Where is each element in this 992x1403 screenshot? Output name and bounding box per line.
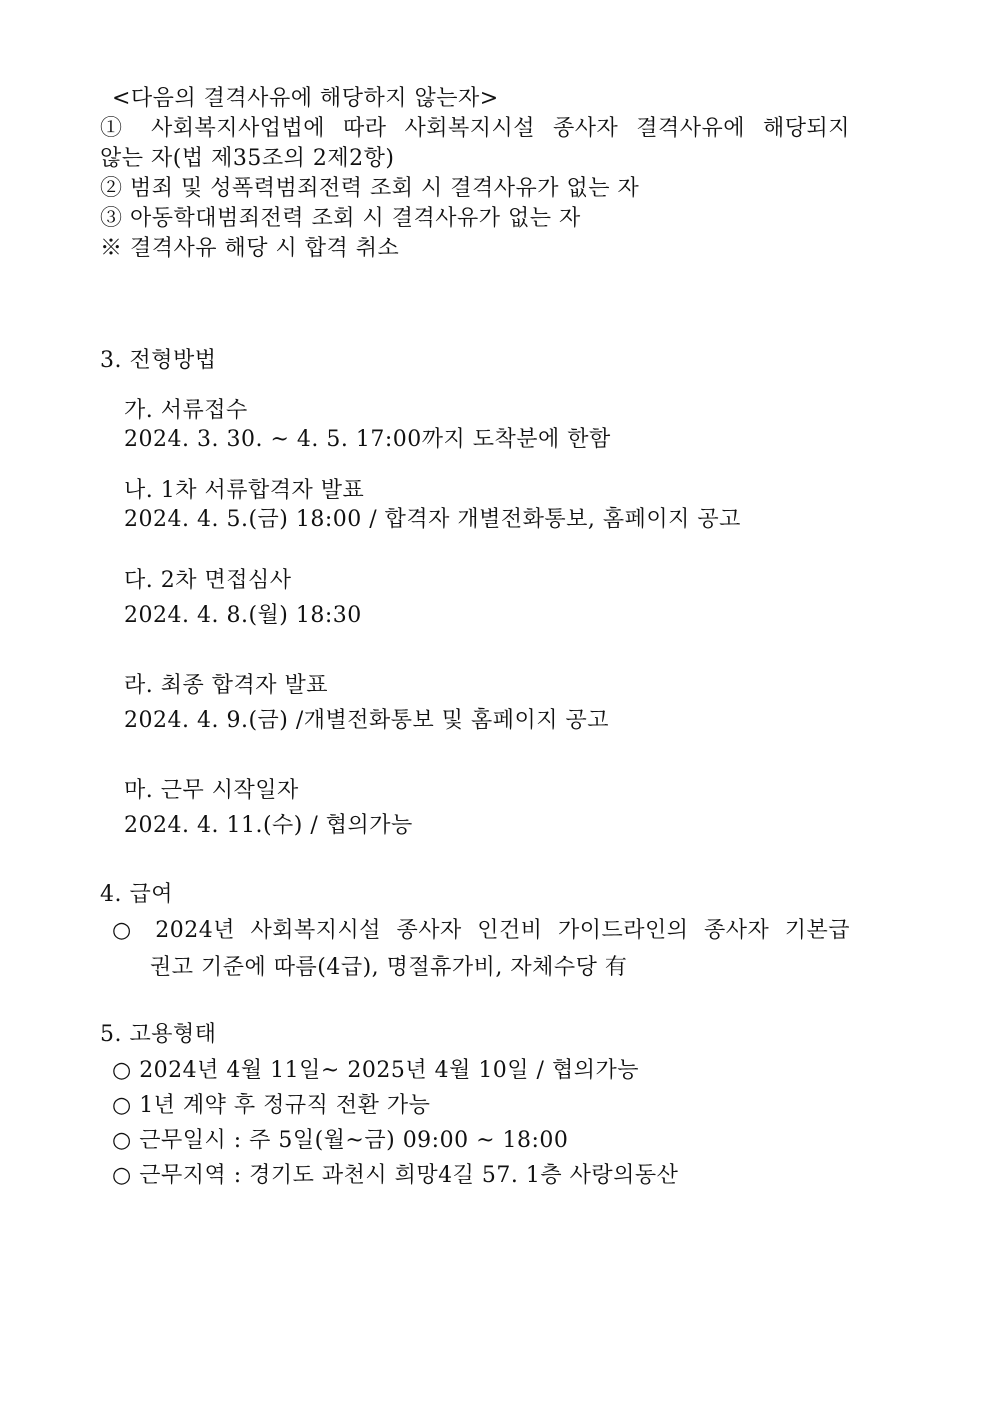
selection-step-detail: 2024. 4. 5.(금) 18:00 / 합격자 개별전화통보, 홈페이지 공고 (124, 507, 741, 532)
selection-step-title: 다. 2차 면접심사 (124, 568, 292, 593)
disqualification-item-3: ③ 아동학대범죄전력 조회 시 결격사유가 없는 자 (100, 206, 581, 231)
selection-step-detail: 2024. 4. 9.(금) /개별전화통보 및 홈페이지 공고 (124, 708, 610, 733)
selection-heading: 3. 전형방법 (100, 348, 217, 373)
employment-item: ○ 근무일시 : 주 5일(월~금) 09:00 ~ 18:00 (112, 1128, 569, 1153)
selection-step-detail: 2024. 3. 30. ~ 4. 5. 17:00까지 도착분에 한함 (124, 427, 611, 452)
disqualification-note: ※ 결격사유 해당 시 합격 취소 (100, 236, 400, 261)
selection-step-detail: 2024. 4. 8.(월) 18:30 (124, 603, 362, 628)
selection-step-detail: 2024. 4. 11.(수) / 협의가능 (124, 813, 413, 838)
employment-heading: 5. 고용형태 (100, 1022, 217, 1047)
salary-heading: 4. 급여 (100, 882, 173, 907)
disqualification-header: <다음의 결격사유에 해당하지 않는자> (112, 86, 499, 111)
disqualification-item-1-line-2: 않는 자(법 제35조의 2제2항) (100, 146, 395, 171)
employment-item: ○ 1년 계약 후 정규직 전환 가능 (112, 1093, 431, 1118)
salary-line-1: ○ 2024년 사회복지시설 종사자 인건비 가이드라인의 종사자 기본급 (112, 918, 850, 943)
salary-line-2: 권고 기준에 따름(4급), 명절휴가비, 자체수당 有 (150, 955, 628, 980)
selection-step-title: 가. 서류접수 (124, 398, 248, 423)
disqualification-item-2: ② 범죄 및 성폭력범죄전력 조회 시 결격사유가 없는 자 (100, 176, 640, 201)
selection-step-title: 나. 1차 서류합격자 발표 (124, 478, 365, 503)
employment-item: ○ 2024년 4월 11일~ 2025년 4월 10일 / 협의가능 (112, 1058, 639, 1083)
selection-step-title: 마. 근무 시작일자 (124, 778, 299, 803)
selection-step-title: 라. 최종 합격자 발표 (124, 673, 328, 698)
disqualification-item-1-line-1: ① 사회복지사업법에 따라 사회복지시설 종사자 결격사유에 해당되지 (100, 116, 850, 141)
employment-item: ○ 근무지역 : 경기도 과천시 희망4길 57. 1층 사랑의동산 (112, 1163, 679, 1188)
